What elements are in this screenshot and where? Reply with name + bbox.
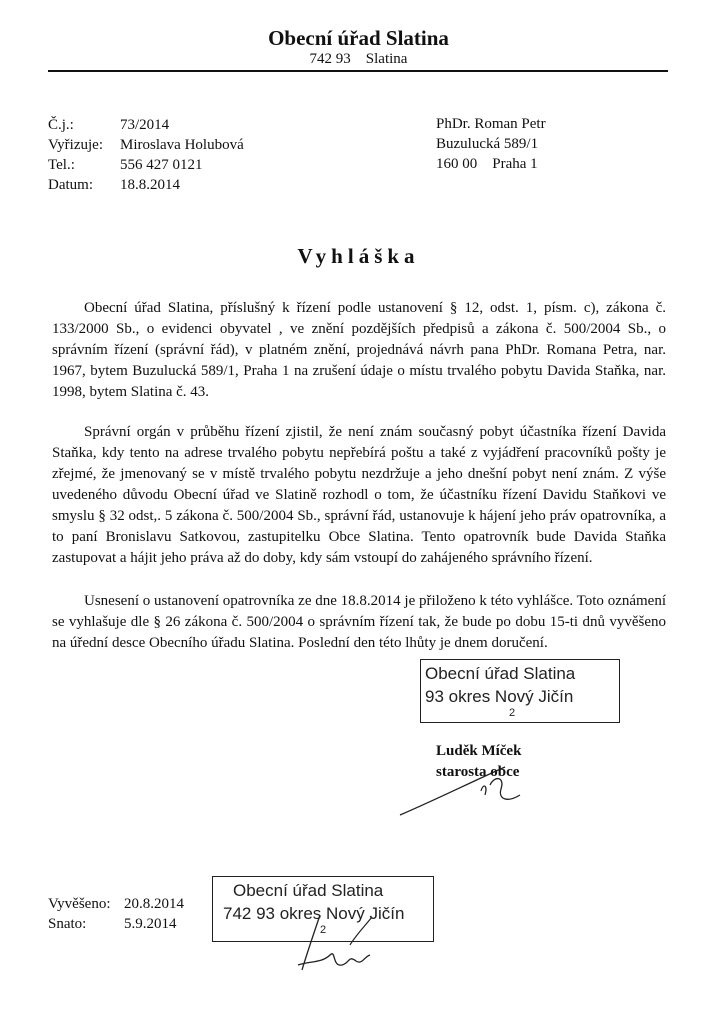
- reference-block: [48, 115, 244, 195]
- addressee-block: [436, 114, 546, 174]
- reference-value: 73/2014: [120, 117, 170, 133]
- signer-name: Luděk Míček: [436, 743, 522, 759]
- phone-label: Tel.:: [48, 157, 75, 173]
- handler-label: Vyřizuje:: [48, 137, 103, 153]
- stamp-top-line2: 93 okres Nový Jičín: [425, 687, 574, 706]
- addressee-city: 160 00 Praha 1: [436, 156, 538, 172]
- addressee-street: Buzulucká 589/1: [436, 136, 539, 152]
- stamp-top-line1: Obecní úřad Slatina: [425, 664, 576, 683]
- removed-value: 5.9.2014: [124, 916, 177, 932]
- date-label: Datum:: [48, 177, 93, 193]
- date-value: 18.8.2014: [120, 177, 180, 193]
- date-row: [48, 175, 244, 195]
- office-stamp-top: [420, 659, 620, 723]
- removed-row: [48, 914, 184, 934]
- stamp-bottom-line2: 742 93 okres Nový Jičín: [223, 904, 405, 923]
- stamp-bottom-line1: Obecní úřad Slatina: [233, 881, 384, 900]
- handler-row: [48, 135, 244, 155]
- posting-block: [48, 894, 184, 934]
- addressee-name: PhDr. Roman Petr: [436, 116, 546, 132]
- reference-label: Č.j.:: [48, 117, 74, 133]
- office-address: 742 93 Slatina: [309, 51, 408, 67]
- posted-row: [48, 894, 184, 914]
- office-name: Obecní úřad Slatina: [268, 26, 449, 50]
- phone-row: [48, 155, 244, 175]
- handler-value: Miroslava Holubová: [120, 137, 244, 153]
- signer-role: starosta obce: [436, 764, 520, 780]
- posting-signature: [290, 905, 400, 985]
- paragraph-2: Správní orgán v průběhu řízení zjistil, že není znám současný pobyt účastníka řízení Davida Staňka, kdy tento na adrese trvalého pobytu nepřebírá poštu a také z vyjádření pracovníků pošty je zřejmé, že jmenovaný se v místě trvalého pobytu nezdržuje a jeho dnešní pobyt není znám. Z výše uvedeného důvodu Obecní úřad ve Slatině rozhodl o tom, že účastníku řízení Davidu Staňkovi ve smyslu § 32 odst,. 5 zákona č. 500/2004 Sb., správní řád, ustanovuje k hájení jeho práv opatrovníka, a to paní Bronislavu Satkovou, zastupitelku Obce Slatina. Tento opatrovník bude Davida Staňka zastupovat a hájit jeho práva až do doby, kdy sám vstoupí do zahájeného správního řízení.: [52, 424, 666, 566]
- posted-label: Vyvěšeno:: [48, 896, 111, 912]
- stamp-top-number: 2: [509, 707, 516, 719]
- mayor-signature: [395, 755, 555, 825]
- stamp-bottom-number: 2: [320, 924, 327, 936]
- header-divider: [48, 70, 668, 72]
- paragraph-1: Obecní úřad Slatina, příslušný k řízení podle ustanovení § 12, odst. 1, písm. c), zákona č. 133/2000 Sb., o evidenci obyvatel , ve znění pozdějších předpisů a zákona č. 500/2004 Sb., o správním řízení (správní řád), v platném znění, projednává návrh pana PhDr. Romana Petra, nar. 1967, bytem Buzulucká 589/1, Praha 1 na zrušení údaje o místu trvalého pobytu Davida Staňka, nar. 1998, bytem Slatina č. 43.: [52, 300, 666, 400]
- removed-label: Snato:: [48, 916, 87, 932]
- reference-row: [48, 115, 244, 135]
- posted-value: 20.8.2014: [124, 896, 184, 912]
- document-title: Vyhláška: [297, 244, 420, 268]
- phone-value: 556 427 0121: [120, 157, 203, 173]
- paragraph-3: Usnesení o ustanovení opatrovníka ze dne 18.8.2014 je přiloženo k této vyhlášce. Toto oznámení se vyhlašuje dle § 26 zákona č. 500/2004 o správním řízení tak, že bude po dobu 15-ti dnů vyvěšeno na úřední desce Obecního úřadu Slatina. Poslední den této lhůty je dnem doručení.: [52, 593, 666, 651]
